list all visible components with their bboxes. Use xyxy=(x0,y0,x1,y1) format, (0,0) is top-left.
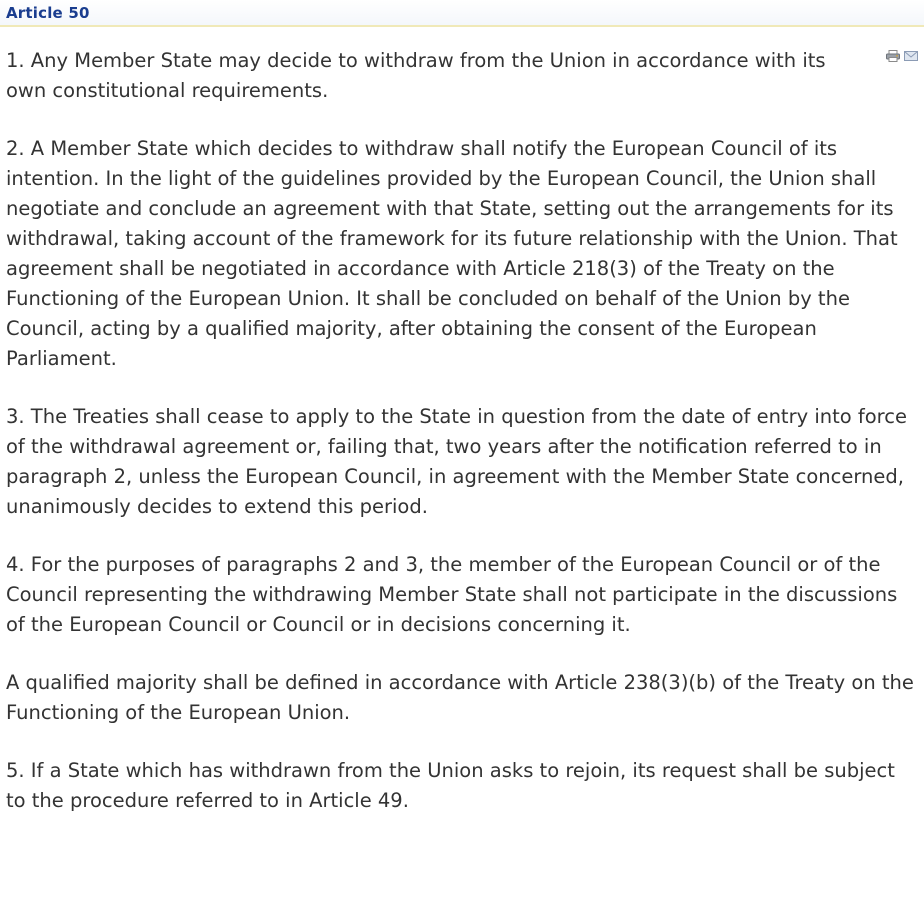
article-title: Article 50 xyxy=(6,4,90,22)
article-header xyxy=(0,0,924,27)
paragraph-5: 5. If a State which has withdrawn from the Union asks to rejoin, its request shall be subject to the procedure referred to in Article 49. xyxy=(6,759,895,812)
paragraph-qualified-majority: A qualified majority shall be defined in accordance with Article 238(3)(b) of the Treaty on the Functioning of the European Union. xyxy=(6,671,914,724)
paragraph-3: 3. The Treaties shall cease to apply to the State in question from the date of entry into force of the withdrawal agreement or, failing that, two years after the notification referred to in paragraph 2, unless the European Council, in agreement with the Member State concerned, unanimously decides to extend this period. xyxy=(6,405,907,518)
paragraph-1: 1. Any Member State may decide to withdraw from the Union in accordance with its own constitutional requirements. xyxy=(6,49,826,102)
paragraph-2: 2. A Member State which decides to withdraw shall notify the European Council of its intention. In the light of the guidelines provided by the European Council, the Union shall negotiate and conclude an agreement with that State, setting out the arrangements for its withdrawal, taking account of the framework for its future relationship with the Union. That agreement shall be negotiated in accordance with Article 218(3) of the Treaty on the Functioning of the European Union. It shall be concluded on behalf of the Union by the Council, acting by a qualified majority, after obtaining the consent of the European Parliament. xyxy=(6,137,898,370)
paragraph-4: 4. For the purposes of paragraphs 2 and 3, the member of the European Council or of the Council representing the withdrawing Member State shall not participate in the discussions of the European Council or Council or in decisions concerning it. xyxy=(6,553,898,636)
article-body xyxy=(6,46,918,844)
